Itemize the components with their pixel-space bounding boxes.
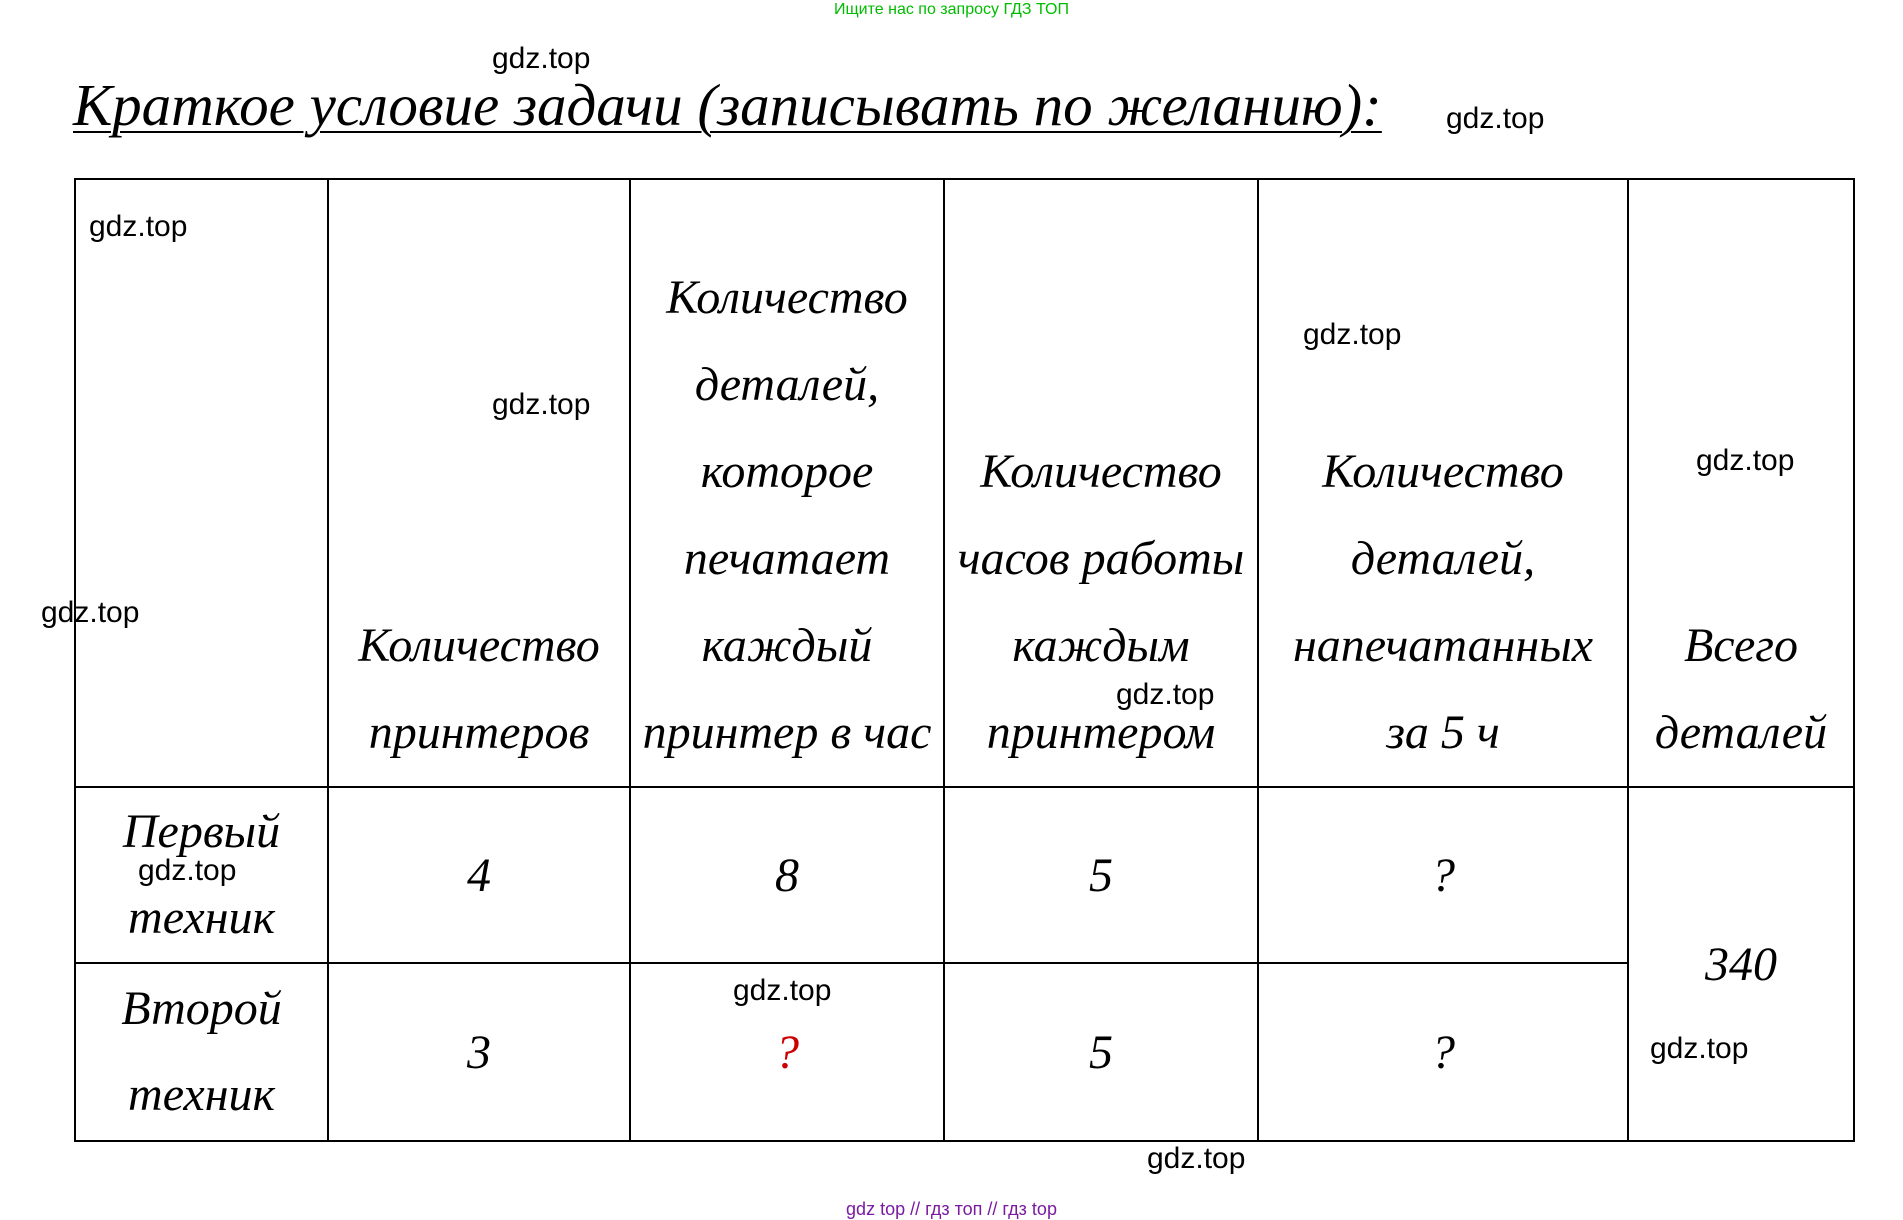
watermark-text: gdz.top xyxy=(1696,444,1795,477)
watermark-text: gdz.top xyxy=(89,210,188,243)
watermark-text: gdz.top xyxy=(41,596,140,629)
task-heading: Краткое условие задачи (записывать по желанию): xyxy=(73,72,1382,138)
watermark-text: gdz.top xyxy=(1446,102,1545,135)
cell-hours-second: 5 xyxy=(944,963,1258,1141)
header-empty xyxy=(75,179,328,787)
header-parts-per-hour: Количество деталей, которое печатает каждый принтер в час xyxy=(630,179,944,787)
watermark-text: gdz.top xyxy=(138,854,237,887)
top-banner: Ищите нас по запросу ГДЗ ТОП xyxy=(834,1,1069,18)
table-row xyxy=(75,963,1854,1141)
task-table xyxy=(74,178,1855,1142)
cell-parts-second: ? xyxy=(1258,963,1628,1141)
cell-per-hour-first: 8 xyxy=(630,787,944,963)
row-label-second: Второй техник xyxy=(75,963,328,1141)
watermark-text: gdz.top xyxy=(733,974,832,1007)
watermark-text: gdz.top xyxy=(1116,678,1215,711)
header-total: Всего деталей xyxy=(1628,179,1854,787)
watermark-text: gdz.top xyxy=(492,388,591,421)
cell-printers-first: 4 xyxy=(328,787,630,963)
watermark-text: gdz.top xyxy=(492,42,591,75)
header-parts-in-5h: Количество деталей, напечатанных за 5 ч xyxy=(1258,179,1628,787)
watermark-text: gdz.top xyxy=(1147,1142,1246,1175)
header-hours: Количество часов работы каждым принтером xyxy=(944,179,1258,787)
header-printers: Количество принтеров xyxy=(328,179,630,787)
watermark-text: gdz.top xyxy=(1650,1032,1749,1065)
cell-per-hour-second: ? xyxy=(630,963,944,1141)
header-row xyxy=(75,179,1854,787)
footer-links: gdz top // гдз топ // гдз top xyxy=(846,1199,1057,1219)
cell-parts-first: ? xyxy=(1258,787,1628,963)
row-label-first: Первый техник xyxy=(75,787,328,963)
table-row xyxy=(75,787,1854,963)
cell-hours-first: 5 xyxy=(944,787,1258,963)
watermark-text: gdz.top xyxy=(1303,318,1402,351)
cell-total: 340 xyxy=(1628,787,1854,1141)
cell-printers-second: 3 xyxy=(328,963,630,1141)
